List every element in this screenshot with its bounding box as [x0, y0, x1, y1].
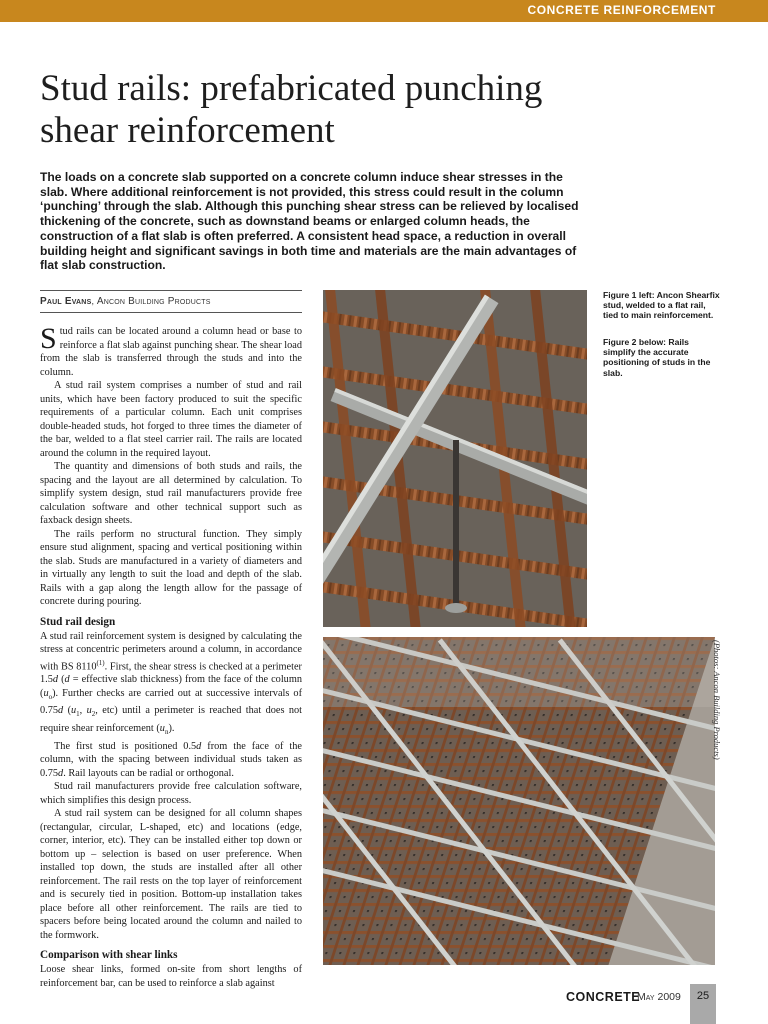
text-run: ,	[79, 705, 87, 717]
body-paragraph: The rails perform no structural function. They simply ensure stud alignment, spacing and vertical positioning within the slab. Studs are manufactured in a variety of diameters and in virtually any length to suit the load and depth of the slab. Rails with a gap along the length allow for the passage of concrete during pouring.	[40, 528, 302, 607]
byline-organisation: Ancon Building Products	[96, 296, 211, 307]
text-run: . First, the shear stress is checked at a perimeter 1.5	[40, 660, 302, 686]
body-paragraph: A stud rail system comprises a number of stud and rail units, which have been factory produced to suit the specific requirements of a particular column. Each unit comprises double-headed studs, hot forged to three times the diameter of the bar, welded to a flat steel carrier rail. The rails are located around the column in the required layout.	[40, 380, 302, 459]
reference-marker: (1)	[96, 658, 105, 667]
byline-top-rule	[40, 290, 302, 291]
page-number-box	[690, 984, 716, 1024]
byline	[40, 296, 302, 307]
symbol-u: u	[43, 687, 49, 699]
article-standfirst: The loads on a concrete slab supported on a concrete column induce shear stresses in the slab. Where additional reinforcement is not provided, this stress could result in the column ‘punching’ through the slab. Although this punching shear stress can be relieved by localised thickening of the concrete, such as downstand beams or enlarged column heads, the construction of a flat slab is often preferred. A consistent head space, a reduction in overall building height and significant savings in both time and materials are the main advantages of flat slab construction.	[40, 170, 579, 273]
photo-credit: (Photos: Ancon Building Products)	[712, 640, 722, 760]
dropcap: S	[40, 322, 57, 355]
body-paragraph	[40, 740, 302, 781]
subscript: 1	[76, 710, 80, 719]
text-run: = effective slab thickness) from the face of the column (	[40, 674, 302, 699]
symbol-d: d	[52, 674, 59, 686]
body-paragraph: The quantity and dimensions of both studs and rails, the spacing and the layout are all determined by calculation. To simplify system design, stud rail manufacturers provide free calculation software and other technical support such as faxback design sheets.	[40, 461, 302, 526]
figure-2-photo	[323, 637, 715, 965]
body-paragraph	[40, 630, 302, 740]
text-run: , etc) until a perimeter is reached that does not require shear reinforcement (	[40, 705, 303, 735]
symbol-u: u	[86, 705, 92, 717]
figure-1-photo	[323, 290, 587, 627]
text-run: (	[58, 674, 65, 686]
text-run: from the face of the column, with the spacing between individual studs taken as 0.75	[40, 740, 302, 779]
symbol-u: u	[159, 723, 165, 735]
symbol-d: d	[58, 767, 64, 779]
subscript: 2	[91, 710, 96, 719]
byline-separator: ,	[91, 296, 97, 306]
text-run: ).	[168, 723, 175, 735]
section-label: CONCRETE REINFORCEMENT	[527, 3, 716, 17]
subscript: n	[164, 728, 169, 737]
section-heading-comparison: Comparison with shear links	[40, 949, 178, 962]
footer-issue-date: May 2009	[637, 991, 681, 1003]
page-number: 25	[696, 990, 710, 1002]
symbol-d: d	[64, 674, 70, 686]
text-run: . Rail layouts can be radial or orthogonal.	[63, 767, 234, 779]
body-paragraph: Loose shear links, formed on-site from short lengths of reinforcement bar, can be used to reinforce a slab against	[40, 964, 302, 989]
section-header-bar	[0, 0, 768, 22]
figure-2-caption: Figure 2 below: Rails simplify the accurate positioning of studs in the slab.	[603, 337, 711, 378]
symbol-d: d	[196, 740, 202, 752]
subscript: o	[48, 692, 53, 701]
text-run: The first stud is positioned 0.5	[54, 740, 197, 752]
text-run: (	[63, 705, 72, 717]
text-run: ). Further checks are carried out at successive intervals of 0.75	[40, 687, 302, 717]
intro-paragraph	[40, 322, 302, 379]
article-title: Stud rails: prefabricated punching shear reinforcement	[40, 68, 543, 151]
article-body	[40, 322, 303, 990]
footer-magazine-name: CONCRETE	[566, 990, 641, 1004]
body-paragraph: A stud rail system can be designed for all column shapes (rectangular, circular, L-shaped, etc) and locations (edge, corner, interior, etc). They can be installed either top down or bottom up – selection is based on user preference. When installed top down, the studs are installed after all other reinforcement. The rail rests on the top layer of reinforcement and is securely tied in position. Bottom-up installation takes place before all other reinforcement. The rails are tied to spacers before being located around the column and nailed to the formwork.	[40, 808, 302, 941]
figure-1-caption: Figure 1 left: Ancon Shearfix stud, welded to a flat rail, tied to main reinforcement.	[603, 290, 720, 321]
body-paragraph: Stud rail manufacturers provide free calculation software, which simplifies this design process.	[40, 781, 302, 806]
text-run: A stud rail reinforcement system is designed by calculating the stress at concentric perimeters around a column, in accordance with BS 8110	[40, 630, 302, 672]
symbol-u: u	[71, 705, 77, 717]
byline-bottom-rule	[40, 312, 302, 313]
symbol-d: d	[58, 705, 64, 717]
byline-author: Paul Evans	[40, 296, 92, 307]
intro-text: tud rails can be located around a column head or base to reinforce a flat slab against punching shear. The shear load from the slab is transferred through the studs and into the column.	[40, 326, 302, 378]
section-heading-stud-rail-design: Stud rail design	[40, 615, 116, 628]
